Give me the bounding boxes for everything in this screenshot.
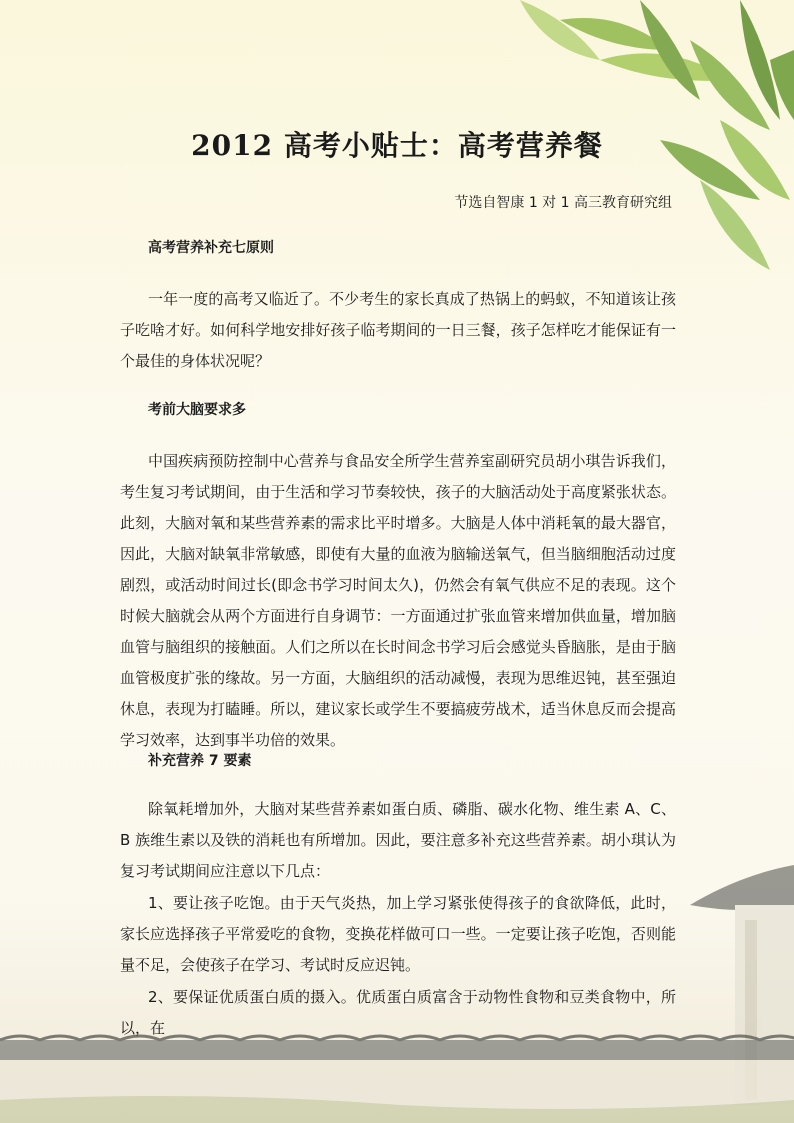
paragraph: 除氧耗增加外，大脑对某些营养素如蛋白质、磷脂、碳水化物、维生素 A、C、B 族维生素以及铁的消耗也有所增加。因此，要注意多补充这些营养素。胡小琪认为复习考试期间应注意以下几点： bbox=[120, 800, 676, 880]
paragraph: 一年一度的高考又临近了。不少考生的家长真成了热锅上的蚂蚁，不知道该让孩子吃啥才好。如何科学地安排好孩子临考期间的一日三餐，孩子怎样吃才能保证有一个最佳的身体状况呢？ bbox=[120, 290, 676, 370]
page-title: 2012 高考小贴士：高考营养餐 bbox=[191, 129, 603, 162]
section-heading: 补充营养 7 要素 bbox=[148, 753, 252, 769]
paragraph: 2、要保证优质蛋白质的摄入。优质蛋白质富含于动物性食物和豆类食物中，所以，在 bbox=[120, 988, 676, 1037]
section-heading: 考前大脑要求多 bbox=[148, 402, 246, 418]
wall-tiles-icon bbox=[0, 1036, 794, 1123]
paragraph: 中国疾病预防控制中心营养与食品安全所学生营养室副研究员胡小琪告诉我们，考生复习考试期间，由于生活和学习节奏较快，孩子的大脑活动处于高度紧张状态。此刻，大脑对氧和某些营养素的需求比平时增多。大脑是人体中消耗氧的最大器官，因此，大脑对缺氧非常敏感，即使有大量的血液为脑输送氧气，但当脑细胞活动过度剧烈，或活动时间过长(即念书学习时间太久)，仍然会有氧气供应不足的表现。这个时候大脑就会从两个方面进行自身调节：一方面通过扩张血管来增加供血量，增加脑血管与脑组织的接触面。人们之所以在长时间念书学习后会感觉头昏脑胀，是由于脑血管极度扩张的缘故。另一方面，大脑组织的活动减慢，表现为思维迟钝，甚至强迫休息，表现为打瞌睡。所以，建议家长或学生不要搞疲劳战术，适当休息反而会提高学习效率，达到事半功倍的效果。 bbox=[120, 452, 676, 749]
section-heading: 高考营养补充七原则 bbox=[148, 240, 274, 256]
paragraph: 1、要让孩子吃饱。由于天气炎热，加上学习紧张使得孩子的食欲降低，此时，家长应选择孩子平常爱吃的食物，变换花样做可口一些。一定要让孩子吃饱，否则能量不足，会使孩子在学习、考试时反应迟钝。 bbox=[120, 894, 676, 974]
source-note: 节选自智康 1 对 1 高三教育研究组 bbox=[454, 195, 672, 211]
